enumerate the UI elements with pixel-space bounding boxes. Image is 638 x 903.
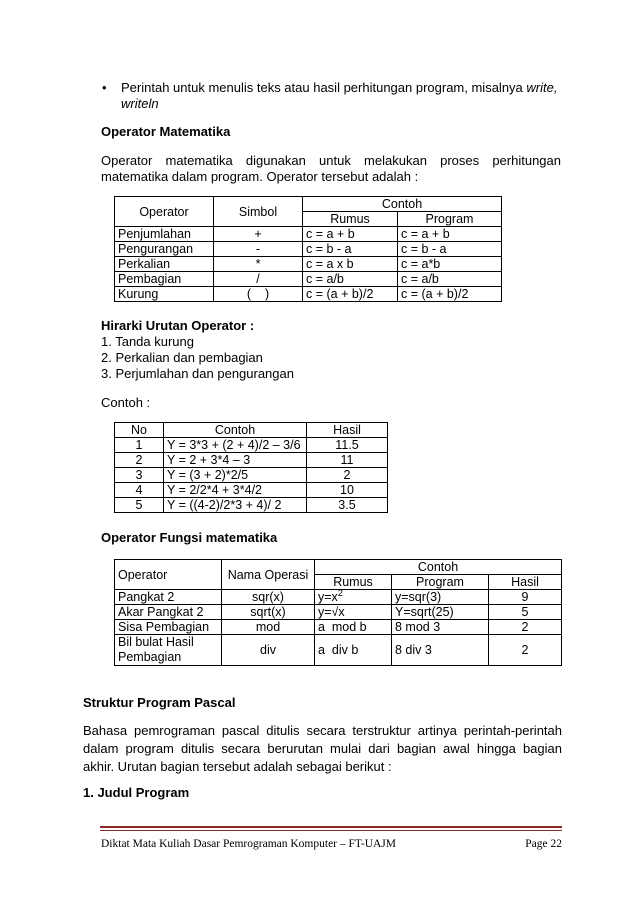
- cell-hasil: 5: [489, 605, 562, 620]
- contoh-label: Contoh :: [101, 395, 151, 410]
- cell-simbol: -: [214, 242, 303, 257]
- table-row: [115, 242, 502, 257]
- cell-hasil: 2: [489, 635, 562, 666]
- th-contoh: Contoh: [315, 560, 562, 575]
- operator-line-2: Pembagian: [118, 650, 182, 664]
- table-row: [115, 605, 562, 620]
- cell-rumus: c = (a + b)/2: [303, 287, 398, 302]
- cell-contoh: Y = (3 + 2)*2/5: [164, 468, 307, 483]
- heading-judul-program: 1. Judul Program: [83, 785, 190, 800]
- cell-program: c = a + b: [398, 227, 502, 242]
- cell-nama: div: [222, 635, 315, 666]
- cell-hasil: 11: [307, 453, 388, 468]
- cell-program: c = a*b: [398, 257, 502, 272]
- footer-rule: [100, 826, 562, 828]
- cell-operator: Kurung: [115, 287, 214, 302]
- cell-no: 2: [115, 453, 164, 468]
- cell-rumus: c = a/b: [303, 272, 398, 287]
- th-program: Program: [392, 575, 489, 590]
- cell-hasil: 3.5: [307, 498, 388, 513]
- th-rumus: Rumus: [303, 212, 398, 227]
- cell-operator: Pembagian: [115, 272, 214, 287]
- th-hasil: Hasil: [307, 423, 388, 438]
- page-number: Page 22: [525, 838, 562, 850]
- table-operators: [114, 196, 502, 302]
- cell-rumus: [315, 587, 392, 605]
- cell-program: Y=sqrt(25): [392, 605, 489, 620]
- paragraph-operator-matematika: Operator matematika digunakan untuk melakukan proses perhitungan matematika dalam program. Operator tersebut adalah :: [101, 153, 561, 184]
- cell-no: 3: [115, 468, 164, 483]
- heading-operator-fungsi: Operator Fungsi matematika: [101, 530, 278, 545]
- cell-operator: Penjumlahan: [115, 227, 214, 242]
- cell-no: 5: [115, 498, 164, 513]
- cell-hasil: 2: [307, 468, 388, 483]
- table-row: [115, 453, 388, 468]
- cell-program: c = b - a: [398, 242, 502, 257]
- heading-operator-matematika: Operator Matematika: [101, 124, 231, 139]
- table-row: [115, 498, 388, 513]
- cell-operator: Pengurangan: [115, 242, 214, 257]
- rumus-base: y=x: [318, 590, 338, 604]
- cell-operator: Pangkat 2: [115, 590, 222, 605]
- operator-line-1: Bil bulat Hasil: [118, 635, 194, 649]
- footer-title: Diktat Mata Kuliah Dasar Pemrograman Komputer – FT-UAJM: [101, 838, 397, 850]
- cell-nama: sqrt(x): [222, 605, 315, 620]
- th-contoh: Contoh: [164, 423, 307, 438]
- table-row: [115, 438, 388, 453]
- cell-rumus: y=√x: [315, 605, 392, 620]
- table-row: [115, 620, 562, 635]
- cell-rumus: c = b - a: [303, 242, 398, 257]
- cell-operator: Perkalian: [115, 257, 214, 272]
- cell-hasil: 10: [307, 483, 388, 498]
- cell-rumus: c = a + b: [303, 227, 398, 242]
- cell-simbol: *: [214, 257, 303, 272]
- th-nama-operasi: Nama Operasi: [222, 560, 315, 590]
- cell-hasil: 11.5: [307, 438, 388, 453]
- bullet-text-plain: Perintah untuk menulis teks atau hasil perhitungan program, misalnya: [121, 80, 527, 95]
- cell-operator: Akar Pangkat 2: [115, 605, 222, 620]
- cell-simbol: +: [214, 227, 303, 242]
- cell-no: 4: [115, 483, 164, 498]
- cell-program: c = a/b: [398, 272, 502, 287]
- bullet-text-italic: write,: [526, 80, 558, 95]
- table-row: [115, 257, 502, 272]
- cell-nama: mod: [222, 620, 315, 635]
- th-contoh: Contoh: [303, 197, 502, 212]
- th-operator: Operator: [115, 560, 222, 590]
- th-simbol: Simbol: [214, 197, 303, 227]
- table-row: [115, 483, 388, 498]
- cell-simbol: ( ): [214, 287, 303, 302]
- cell-simbol: /: [214, 272, 303, 287]
- th-hasil: Hasil: [489, 575, 562, 590]
- bullet-text-italic-2: writeln: [121, 96, 159, 111]
- cell-operator: [115, 635, 222, 666]
- paragraph-struktur: Bahasa pemrograman pascal ditulis secara terstruktur artinya perintah-perintah dalam program ditulis secara berurutan mulai dari bagian awal hingga bagian akhir. Urutan bagian tersebut adalah sebagai berikut :: [83, 723, 562, 774]
- cell-hasil: 9: [489, 590, 562, 605]
- th-program: Program: [398, 212, 502, 227]
- cell-rumus: a mod b: [315, 620, 392, 635]
- cell-contoh: Y = 2/2*4 + 3*4/2: [164, 483, 307, 498]
- table-row: [115, 227, 502, 242]
- heading-struktur: Struktur Program Pascal: [83, 695, 236, 710]
- cell-contoh: Y = 3*3 + (2 + 4)/2 – 3/6: [164, 438, 307, 453]
- table-contoh: [114, 422, 388, 513]
- th-no: No: [115, 423, 164, 438]
- list-item: 1. Tanda kurung: [101, 334, 194, 349]
- table-fungsi: [114, 559, 562, 666]
- footer-rule-thin: [100, 830, 562, 831]
- cell-contoh: Y = ((4-2)/2*3 + 4)/ 2: [164, 498, 307, 513]
- th-rumus: Rumus: [315, 575, 392, 590]
- table-row: [115, 287, 502, 302]
- th-operator: Operator: [115, 197, 214, 227]
- bullet-symbol: •: [102, 80, 107, 95]
- cell-rumus: c = a x b: [303, 257, 398, 272]
- cell-program: 8 mod 3: [392, 620, 489, 635]
- cell-program: 8 div 3: [392, 635, 489, 666]
- table-row: [115, 635, 562, 666]
- cell-program: c = (a + b)/2: [398, 287, 502, 302]
- list-item: 2. Perkalian dan pembagian: [101, 350, 263, 365]
- cell-operator: Sisa Pembagian: [115, 620, 222, 635]
- list-item: 3. Perjumlahan dan pengurangan: [101, 366, 294, 381]
- heading-hirarki: Hirarki Urutan Operator :: [101, 318, 255, 333]
- cell-no: 1: [115, 438, 164, 453]
- cell-hasil: 2: [489, 620, 562, 635]
- bullet-text: [121, 80, 561, 112]
- table-row: [115, 468, 388, 483]
- cell-rumus: a div b: [315, 635, 392, 666]
- table-row: [115, 272, 502, 287]
- rumus-sup: 2: [337, 587, 343, 598]
- table-row: [115, 590, 562, 605]
- cell-program: y=sqr(3): [392, 590, 489, 605]
- cell-nama: sqr(x): [222, 590, 315, 605]
- cell-contoh: Y = 2 + 3*4 – 3: [164, 453, 307, 468]
